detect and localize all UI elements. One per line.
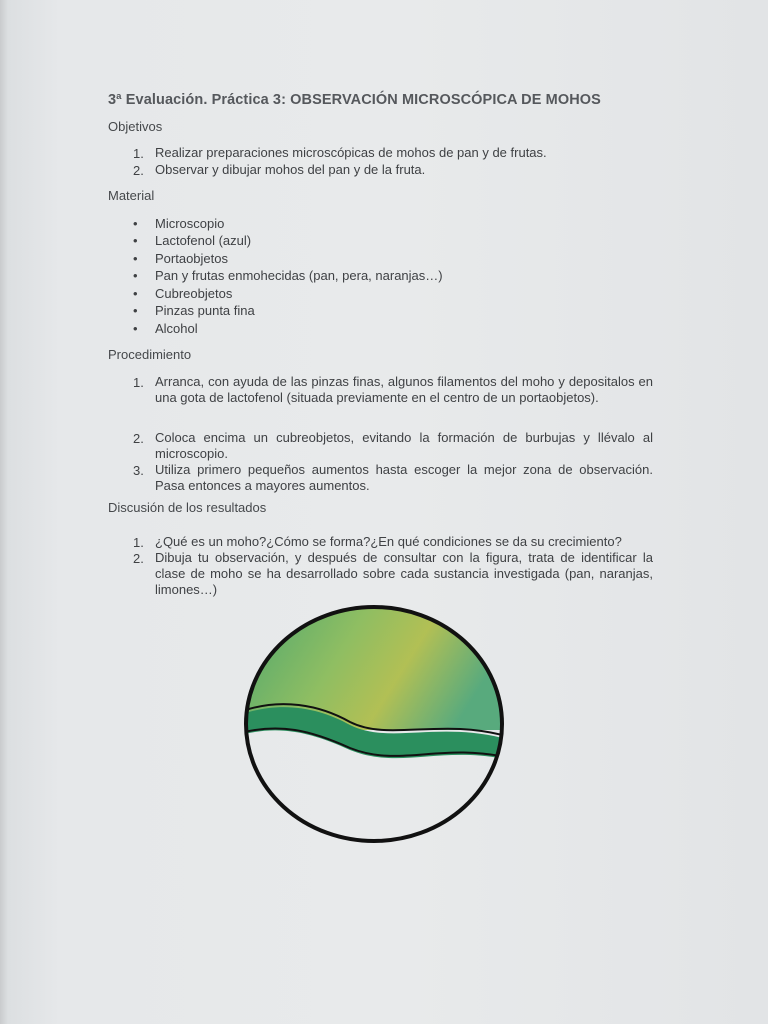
list-item: Utiliza primero pequeños aumentos hasta escoger la mejor zona de observación. Pasa entonces a mayores aumentos. [155,462,653,493]
list-number: 2. [133,163,144,178]
bullet-text: Cubreobjetos [155,286,233,301]
section-heading-procedimiento: Procedimiento [108,347,192,362]
list-item: Dibuja tu observación, y después de consultar con la figura, trata de identificar la clase de moho se ha desarrollado sobre cada sustancia investigada (pan, naranjas, limones…) [155,550,653,597]
list-item: Coloca encima un cubreobjetos, evitando la formación de burbujas y llévalo al microscopio. [155,430,653,461]
list-number: 1. [133,146,144,161]
list-item: Realizar preparaciones microscópicas de mohos de pan y de frutas. [155,145,547,160]
bullet-text: Microscopio [155,216,225,231]
section-heading-discusion: Discusión de los resultados [108,500,267,515]
bullet-text: Portaobjetos [155,251,228,266]
list-item: ¿Qué es un moho?¿Cómo se forma?¿En qué condiciones se da su crecimiento? [155,534,622,549]
section-heading-material: Material [108,188,155,203]
list-item: Observar y dibujar mohos del pan y de la fruta. [155,162,426,177]
list-item: Arranca, con ayuda de las pinzas finas, algunos filamentos del moho y depositalos en una gota de lactofenol (situada previamente en el centro de un portaobjetos). [155,374,653,405]
bullet-text: Pan y frutas enmohecidas (pan, pera, naranjas…) [155,268,443,283]
section-heading-objetivos: Objetivos [108,119,163,134]
bullet-text: Pinzas punta fina [155,303,255,318]
list-number: 1. [133,375,144,390]
list-number: 3. [133,463,144,478]
list-number: 2. [133,551,144,566]
bullet-text: Alcohol [155,321,198,336]
list-number: 2. [133,431,144,446]
page-title: 3ª Evaluación. Práctica 3: OBSERVACIÓN MICROSCÓPICA DE MOHOS [108,92,601,108]
list-number: 1. [133,535,144,550]
bullet-text: Lactofenol (azul) [155,233,252,248]
